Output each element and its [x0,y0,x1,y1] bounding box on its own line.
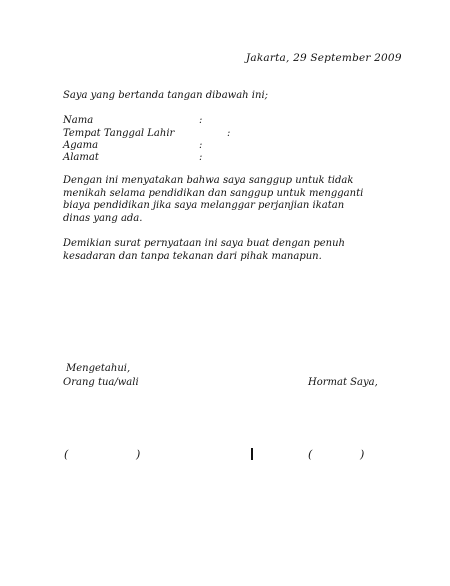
closing-paragraph [63,238,345,263]
closing-line: Demikian surat pernyataan ini saya buat dengan penuh [63,238,345,249]
field-colon-alamat: : [199,152,203,163]
statement-line: menikah selama pendidikan dan sanggup untuk mengganti [63,187,364,199]
statement-line: dinas yang ada. [63,212,143,224]
field-label-nama: Nama [63,115,94,126]
signer-signature-open-paren: ( [308,448,313,461]
signer-label: Hormat Saya, [308,377,378,388]
mengetahui-label: Mengetahui, [66,363,131,374]
closing-line: kesadaran dan tanpa tekanan dari pihak manapun. [63,250,322,262]
statement-paragraph [63,175,363,225]
field-label-alamat: Alamat [63,152,99,163]
field-colon-nama: : [199,115,203,126]
field-colon-tempat-tanggal-lahir: : [227,128,231,139]
field-label-agama: Agama [63,140,99,151]
statement-line: biaya pendidikan jika saya melanggar perjanjian ikatan [63,200,345,211]
intro-line: Saya yang bertanda tangan dibawah ini; [63,90,269,101]
letter-date: Jakarta, 29 September 2009 [246,52,402,64]
text-cursor[interactable] [251,448,253,460]
guardian-signature-close-paren: ) [136,448,141,461]
guardian-label: Orang tua/wali [63,377,139,388]
field-colon-agama: : [199,140,203,151]
signer-signature-close-paren: ) [360,448,365,461]
field-label-tempat-tanggal-lahir: Tempat Tanggal Lahir [63,128,175,139]
statement-line: Dengan ini menyatakan bahwa saya sanggup untuk tidak [63,175,354,186]
guardian-signature-open-paren: ( [64,448,69,461]
